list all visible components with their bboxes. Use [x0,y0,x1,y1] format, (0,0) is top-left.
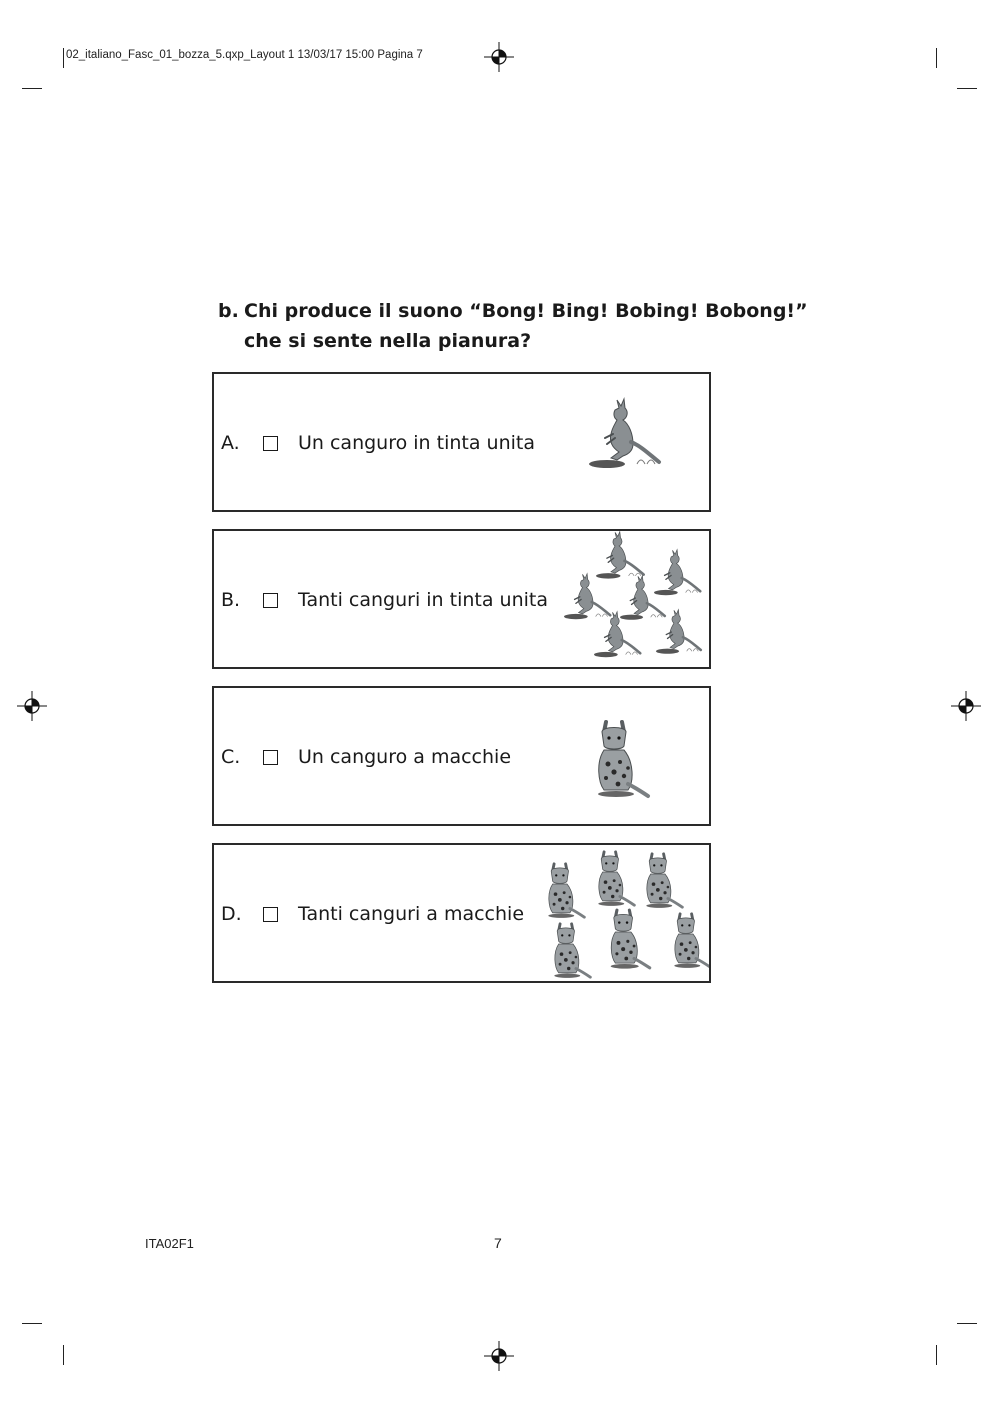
question [218,296,838,356]
option-text: Tanti canguri in tinta unita [298,589,548,611]
crop-mark [936,48,937,68]
registration-mark-icon [484,42,514,72]
single-spotted-kangaroo-icon [214,688,709,824]
registration-mark-icon [484,1341,514,1371]
option-letter: C. [221,746,241,768]
document-code: ITA02F1 [145,1236,194,1251]
question-text: Chi produce il suono “Bong! Bing! Bobing! Bobong!” che si sente nella pianura? [244,300,808,352]
option-text: Un canguro a macchie [298,746,512,768]
option-letter: A. [221,432,240,454]
crop-mark [63,48,64,68]
option-letter: B. [221,589,241,611]
page-number: 7 [494,1235,502,1251]
crop-mark [936,1345,937,1365]
option-text: Tanti canguri a macchie [298,903,525,925]
crop-mark [63,1345,64,1365]
option-b[interactable] [212,529,711,669]
question-letter: b. [218,300,239,322]
option-c[interactable] [212,686,711,826]
option-letter: D. [221,903,242,925]
many-plain-kangaroos-icon [214,531,709,667]
option-d[interactable] [212,843,711,983]
registration-mark-icon [951,691,981,721]
crop-mark [22,88,42,89]
many-spotted-kangaroos-icon [214,845,709,981]
option-text: Un canguro in tinta unita [298,432,535,454]
registration-mark-icon [17,691,47,721]
slug-line: 02_italiano_Fasc_01_bozza_5.qxp_Layout 1 13/03/17 15:00 Pagina 7 [66,49,423,61]
crop-mark [957,1323,977,1324]
option-a[interactable] [212,372,711,512]
crop-mark [22,1323,42,1324]
crop-mark [957,88,977,89]
single-plain-kangaroo-icon [214,374,709,510]
